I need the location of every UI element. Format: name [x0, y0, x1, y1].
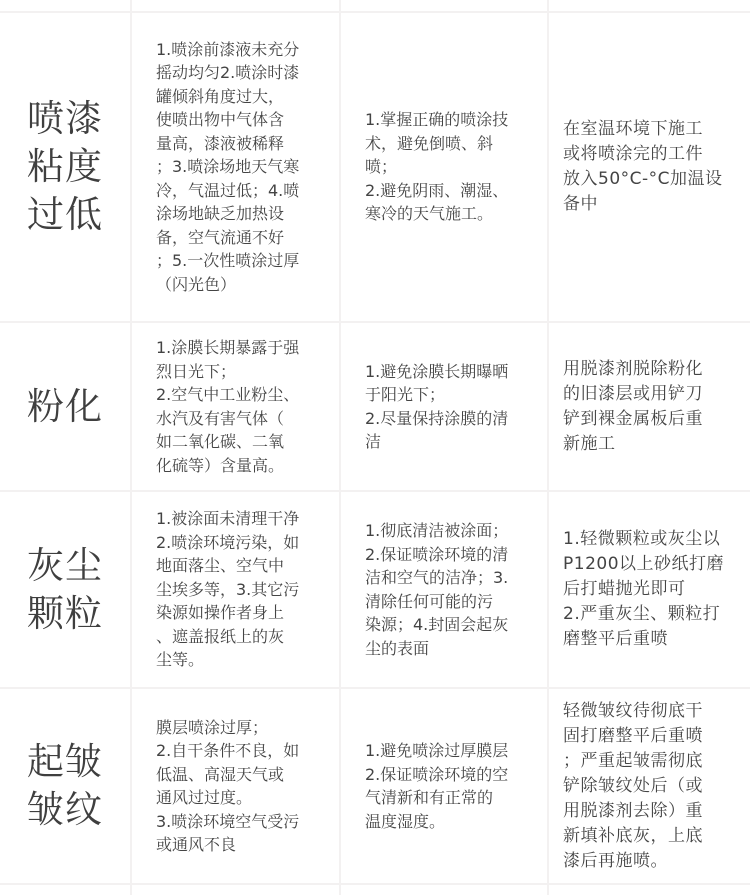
- remedy-cell: [549, 13, 750, 321]
- cause-cell: [132, 323, 339, 490]
- cause-text: 膜层喷涂过厚； 2.自干条件不良，如 低温、高湿天气或 通风过过度。 3.喷涂环境空气受污 或通风不良: [156, 717, 300, 854]
- table-bottom-edge: [0, 885, 750, 895]
- prevention-text: 1.避免涂膜长期曝晒 于阳光下； 2.尽量保持涂膜的清 洁: [365, 361, 509, 451]
- cause-cell: [132, 689, 339, 883]
- table-top-edge: [0, 0, 750, 11]
- cause-cell: [132, 13, 339, 321]
- defect-name: 粉化: [27, 384, 103, 428]
- defect-name: 起皱皱纹: [27, 740, 103, 831]
- table-row: [0, 492, 750, 687]
- defect-cell: [0, 323, 130, 490]
- defect-name: 灰尘颗粒: [27, 543, 103, 635]
- remedy-text: 在室温环境下施工 或将喷涂完的工件 放入50°C-°C加温设 备中: [563, 119, 723, 214]
- cause-cell: [132, 492, 339, 687]
- defect-cell: [0, 13, 130, 321]
- defect-cell: [0, 689, 130, 883]
- prevention-cell: [341, 689, 547, 883]
- remedy-text: 轻微皱纹待彻底干 固打磨整平后重喷 ；严重起皱需彻底 铲除皱纹处后（或 用脱漆剂去除）重 新填补底灰，上底 漆后再施喷。: [563, 700, 703, 871]
- cause-text: 1.喷涂前漆液未充分 摇动均匀2.喷涂时漆 罐倾斜角度过大， 使喷出物中气体含 量高，漆液被稀释 ；3.喷涂场地天气寒 冷，气温过低；4.喷 涂场地缺乏加热设 备，空气流通不好 ；5.一次性喷涂过厚 （闪光色）: [156, 39, 300, 294]
- remedy-text: 用脱漆剂脱除粉化 的旧漆层或用铲刀 铲到裸金属板后重 新施工: [563, 358, 703, 454]
- cause-text: 1.涂膜长期暴露于强 烈日光下； 2.空气中工业粉尘、 水汽及有害气体（ 如二氧化碳、二氧 化硫等）含量高。: [156, 338, 300, 475]
- prevention-cell: [341, 13, 547, 321]
- prevention-text: 1.避免喷涂过厚膜层 2.保证喷涂环境的空 气清新和有正常的 温度湿度。: [365, 741, 509, 831]
- table-row: [0, 323, 750, 490]
- remedy-cell: [549, 689, 750, 883]
- remedy-cell: [549, 323, 750, 490]
- defect-name: 喷漆粘度过低: [27, 97, 103, 236]
- remedy-cell: [549, 492, 750, 687]
- prevention-text: 1.彻底清洁被涂面； 2.保证喷涂环境的清 洁和空气的洁净；3. 清除任何可能的污 染源；4.封固会起灰 尘的表面: [365, 521, 509, 658]
- table-row: [0, 689, 750, 883]
- prevention-cell: [341, 323, 547, 490]
- prevention-cell: [341, 492, 547, 687]
- prevention-text: 1.掌握正确的喷涂技 术，避免倒喷、斜 喷； 2.避免阴雨、潮湿、 寒冷的天气施工。: [365, 110, 509, 224]
- defect-cell: [0, 492, 130, 687]
- remedy-text: 1.轻微颗粒或灰尘以 P1200以上砂纸打磨 后打蜡抛光即可 2.严重灰尘、颗粒打 磨整平后重喷: [563, 529, 725, 649]
- cause-text: 1.被涂面未清理干净 2.喷涂环境污染，如 地面落尘、空气中 尘埃多等，3.其它污 染源如操作者身上 、遮盖报纸上的灰 尘等。: [156, 509, 300, 670]
- table-row: [0, 13, 750, 321]
